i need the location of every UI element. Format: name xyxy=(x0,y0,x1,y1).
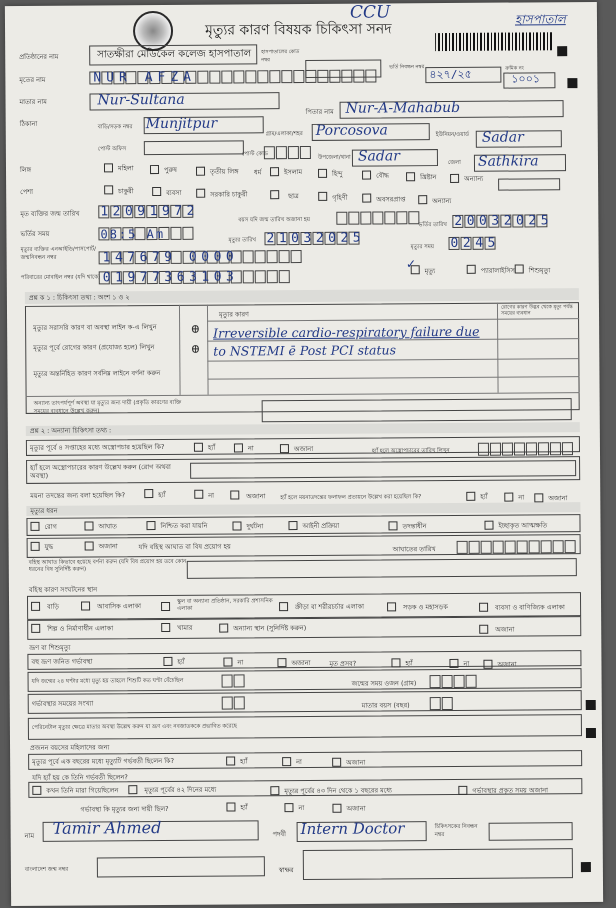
manner-unknown-label: অজানা xyxy=(98,542,118,551)
pregnancy-contributed-label: গর্ভাবস্থা কি মৃত্যুর জন্য দায়ী ছিল? xyxy=(80,804,169,814)
religion-christian-checkbox[interactable] xyxy=(406,172,415,181)
district-label: জেলা xyxy=(447,159,461,166)
occ-student-checkbox[interactable] xyxy=(270,190,279,199)
surgery-question: মৃত্যুর পূর্বে ৪ সপ্তাহের মধ্যে অস্ত্রোপচার হয়েছিল কি? xyxy=(29,442,165,452)
injury-date-label: আঘাতের তারিখ xyxy=(392,545,436,554)
part1-heading: প্রশ্ন ক ১ : চিকিৎসা তথ্য : অংশ ১ ও ২ xyxy=(28,293,130,302)
religion-other-checkbox[interactable] xyxy=(450,174,459,183)
autopsy-used-yes-label: হ্যাঁ xyxy=(480,492,488,501)
surgery-date-label: হ্যাঁ হলে অস্ত্রোপচারের তারিখ লিখুন xyxy=(371,447,450,455)
mother-name-value: Nur-Sultana xyxy=(97,91,185,109)
deceased-name-label: মৃতের নাম xyxy=(19,75,46,84)
cause-row-a-label: মৃত্যুর সরাসরি কারণ বা অবস্থা লাইন ক-এ লিখুন xyxy=(33,323,157,332)
handwritten-ccu: CCU xyxy=(349,2,391,23)
multiple-yes-label: হ্যাঁ xyxy=(177,657,185,666)
completed-weeks-label: গর্ভাবস্থার সময়ের সংখ্যা xyxy=(31,699,94,708)
designation-label: পদবী xyxy=(272,830,286,839)
post-office-field[interactable] xyxy=(144,140,244,155)
manner-pending-label: তদন্তাধীন xyxy=(402,522,427,531)
house-label: বাড়ি/সড়ক নম্বর xyxy=(97,124,133,131)
manner-heading: মৃত্যুর ধরন xyxy=(30,506,58,515)
bmdc-label: বাংলাদেশ জন্ম নম্বর xyxy=(24,866,69,873)
right-marker-1 xyxy=(567,78,577,88)
upazila-value: Sadar xyxy=(357,148,400,165)
register-label: ভর্তি নিবন্ধন নম্বর xyxy=(389,64,425,71)
place-other-label: অন্যান্য স্থান (সুনির্দিষ্ট করুন) xyxy=(233,623,307,633)
designation-value: Intern Doctor xyxy=(300,819,405,839)
stillbirth-no-label: না xyxy=(463,659,470,668)
maternal-heading: প্রজনন বয়সের মহিলাদের জন্য xyxy=(30,743,110,752)
manner-injury-checkbox[interactable] xyxy=(84,521,93,530)
doctor-name-value: Tamir Ahmed xyxy=(52,818,162,838)
surgery-yes-checkbox[interactable] xyxy=(194,443,203,452)
outcome-death-label: মৃত্যু xyxy=(424,267,436,276)
place-unknown-checkbox[interactable] xyxy=(479,625,488,634)
handwritten-corner-note: হাসপাতাল xyxy=(514,12,566,27)
autopsy-used-no-label: না xyxy=(518,493,525,502)
union-label: ইউনিয়ন/ওয়ার্ড xyxy=(435,131,470,139)
reg-number-field[interactable] xyxy=(489,822,573,841)
surgery-date-grid[interactable] xyxy=(478,442,574,456)
manner-accident-checkbox[interactable] xyxy=(232,521,241,530)
barcode xyxy=(435,32,553,51)
religion-label: ধর্ম xyxy=(254,168,262,177)
fetal-row-3 xyxy=(28,690,582,714)
nid-value: 147679 0000 xyxy=(102,249,239,266)
place-industrial-label: শিল্প ও নির্মাণাধীন এলাকা xyxy=(47,624,114,633)
part2-other-field[interactable] xyxy=(262,398,572,422)
outcome-paralysis-checkbox[interactable] xyxy=(467,265,476,274)
place-sports-checkbox[interactable] xyxy=(279,602,288,611)
sign-field[interactable] xyxy=(303,848,573,880)
surgery-unknown-checkbox[interactable] xyxy=(280,444,289,453)
occ-govt-label: সরকারি চাকুরী xyxy=(210,190,248,199)
autopsy-no-label: না xyxy=(208,491,215,500)
cause-line-2: to NSTEMI ē Post PCI status xyxy=(213,342,397,359)
manner-disease-checkbox[interactable] xyxy=(30,522,39,531)
death-date-value: 21032025 xyxy=(266,230,366,247)
occ-student-label: ছাত্র xyxy=(288,192,299,201)
multiple-unknown-checkbox[interactable] xyxy=(277,658,286,667)
religion-islam-checkbox[interactable] xyxy=(270,167,279,176)
occupation-label: পেশা xyxy=(20,187,33,196)
union-value: Sadar xyxy=(481,129,524,146)
manner-injury-label: আঘাত xyxy=(98,522,117,531)
reg-number-label: চিকিৎসকের নিবন্ধন নম্বর xyxy=(434,823,478,839)
manner-selfharm-checkbox[interactable] xyxy=(484,521,493,530)
post-office-label: পোস্ট অফিস xyxy=(97,146,127,153)
place-school-label: স্কুল বা অন্যান্য প্রতিষ্ঠান, সরকারি প্রশাসনিক এলাকা xyxy=(177,598,273,612)
village-label: গ্রাম/এলাকা/শহর xyxy=(265,131,303,138)
stillbirth-no-checkbox[interactable] xyxy=(449,659,458,668)
manner-legal-checkbox[interactable] xyxy=(288,521,297,530)
manner-legal-label: আইনী প্রক্রিয়া xyxy=(302,521,340,531)
sex-female-checkbox[interactable] xyxy=(104,163,113,172)
manner-unknown-checkbox[interactable] xyxy=(85,541,94,550)
autopsy-used-unknown-checkbox[interactable] xyxy=(534,493,543,502)
religion-buddhist-label: বৌদ্ধ xyxy=(376,171,389,180)
place-residential-checkbox[interactable] xyxy=(81,601,90,610)
contributed-no-label: না xyxy=(298,804,305,813)
maternal-1year-label: মৃত্যুর পূর্বের ৪৩ দিন থেকে ১ বছরের মধ্যে xyxy=(284,786,392,796)
manner-accident-label: দুর্ঘটনা xyxy=(246,522,264,531)
father-name-value: Nur-A-Mahabub xyxy=(345,99,461,117)
multiple-yes-checkbox[interactable] xyxy=(163,657,172,666)
surgery-no-checkbox[interactable] xyxy=(234,443,243,452)
place-farm-checkbox[interactable] xyxy=(161,623,170,632)
stillbirth-unknown-checkbox[interactable] xyxy=(483,660,492,669)
corner-marker xyxy=(557,46,567,56)
cause-col-header: মৃত্যুর কারণ xyxy=(218,310,250,319)
maternal-unknown-label: গর্ভাবস্থার প্রকৃত সময় অজানা xyxy=(472,786,549,795)
phone-label: পরিবারের মোবাইল নম্বর (যদি থাকে) xyxy=(20,274,101,281)
hospital-code-label: হাসপাতালের কোড নম্বর xyxy=(261,49,300,64)
injury-date-grid[interactable] xyxy=(457,540,577,554)
hospital-name-value: সাতক্ষীরা মেডিকেল কলেজ হাসপাতাল xyxy=(97,48,252,61)
when-pregnant-label: যদি হ্যাঁ হয় কে তিনি গর্ভবতী ছিলেন? xyxy=(32,773,128,782)
sex-male-label: পুরুষ xyxy=(163,165,178,174)
manner-selfharm-label: ইচ্ছাকৃত আত্মক্ষতি xyxy=(498,521,548,530)
completed-weeks-grid[interactable] xyxy=(222,696,246,709)
stillbirth-label: মৃত প্রসব? xyxy=(329,659,357,668)
age-label: বয়স যদি জন্ম তারিখ অজানা হয় xyxy=(238,216,310,224)
place-home-label: বাড়ি xyxy=(47,602,60,611)
part2-other-label: অন্যান্য তাৎপর্যপূর্ণ অবস্থা যা মৃত্যুর জন্য দায়ী (প্রকৃতি কারণের ব্যক্তি সময়ের ব্যবধানে উল্লেখ করুন) xyxy=(33,399,182,415)
surgery-reason-field[interactable] xyxy=(190,460,576,479)
admit-date-value: 20032025 xyxy=(454,213,554,229)
manner-pending-checkbox[interactable] xyxy=(388,521,397,530)
phone-value: 01977363103 xyxy=(102,269,239,286)
surgery-unknown-label: অজানা xyxy=(293,444,314,454)
pregnant-question: মৃত্যুর পূর্বে এক বছরের মধ্যে মৃত্যুটি গর্ভবতী ছিলেন কি? xyxy=(32,756,175,766)
outcome-death-tick: ✓ xyxy=(406,256,416,273)
admit-time-value: 08:5 Am xyxy=(100,226,166,242)
maternal-1year-checkbox[interactable] xyxy=(270,786,279,795)
birth-weight-grid[interactable] xyxy=(430,675,478,688)
place-road-label: সড়ক ও মহাসড়ক xyxy=(403,602,448,612)
occ-retired-label: অবসরপ্রাপ্ত xyxy=(376,195,406,204)
postcode-grid[interactable] xyxy=(264,146,312,159)
perinatal-label: পেরিনেটাল মৃত্যুর ক্ষেত্রে মাতার অবস্থা উল্লেখ করুন যা ভ্রূণ এবং নবজাতককে প্রভাবিত করেছে xyxy=(31,723,237,731)
occ-business-label: ব্যবসা xyxy=(166,188,182,197)
outcome-infant-label: শিশুমৃত্যু xyxy=(528,266,551,275)
pregnant-no-label: না xyxy=(296,758,302,767)
place-residential-label: আবাসিক এলাকা xyxy=(97,602,142,611)
place-farm-label: খামার xyxy=(177,623,193,632)
poison-question: যদি বহিস্থ আঘাত বা বিষ প্রয়োগ হয় xyxy=(138,542,231,552)
maternal-unknown-checkbox[interactable] xyxy=(458,786,467,795)
occ-other-checkbox[interactable] xyxy=(418,195,427,204)
place-unknown-label: অজানা xyxy=(495,625,515,634)
external-description-label: বহিস্থ আঘাত কিভাবে হয়েছে বর্ণনা করুন (যদি বিষ প্রয়োগ হয় তবে কোন ধরনের বিষ সুনির্দিষ্ট করুন) xyxy=(28,558,187,573)
external-description-field[interactable] xyxy=(187,558,577,579)
occ-service-label: চাকুরী xyxy=(118,187,134,196)
manner-disease-label: রোগ xyxy=(44,522,57,531)
place-home-checkbox[interactable] xyxy=(31,602,40,611)
serial-value: ১০০১ xyxy=(511,72,541,86)
outcome-paralysis-label: প্যারালাইসিস xyxy=(480,266,515,275)
autopsy-unknown-checkbox[interactable] xyxy=(230,490,239,499)
maternal-at-death-checkbox[interactable] xyxy=(32,786,41,795)
occ-business-checkbox[interactable] xyxy=(152,187,161,196)
multiple-no-label: না xyxy=(237,658,244,667)
register-value: ৪২৭/২৫ xyxy=(429,67,472,82)
cause-row-c-label: মৃত্যুর অন্তর্নিহিত কারণ সর্বনিম্ন লাইনে বর্ণনা করুন xyxy=(33,369,161,378)
autopsy-used-yes-checkbox[interactable] xyxy=(466,492,475,501)
mother-name-label: মাতার নাম xyxy=(19,97,47,106)
deceased-name-value: NUR AFZA xyxy=(93,69,197,86)
death-time-value: 0245 xyxy=(450,235,500,251)
cause-line-1: Irreversible cardio-respiratory failure due xyxy=(213,323,480,341)
upazila-label: উপজেলা/থানা xyxy=(317,154,351,161)
pregnant-unknown-label: অজানা xyxy=(346,758,366,767)
page-title: মৃত্যুর কারণ বিষয়ক চিকিৎসা সনদ xyxy=(204,21,392,39)
bmdc-field[interactable] xyxy=(97,856,265,877)
religion-buddhist-checkbox[interactable] xyxy=(362,171,371,180)
sex-third-checkbox[interactable] xyxy=(196,167,205,176)
autopsy-no-checkbox[interactable] xyxy=(194,490,203,499)
place-business-label: ব্যবসা ও বাণিজ্যিক এলাকা xyxy=(495,603,565,612)
manner-war-label: যুদ্ধ xyxy=(44,542,54,551)
occ-other-label: অন্যান্য xyxy=(432,196,452,206)
surgery-no-label: না xyxy=(247,444,254,453)
outcome-infant-checkbox[interactable] xyxy=(515,264,524,273)
pregnant-no-checkbox[interactable] xyxy=(282,757,291,766)
stillbirth-yes-checkbox[interactable] xyxy=(391,658,400,667)
contributed-unknown-checkbox[interactable] xyxy=(332,804,341,813)
manner-war-checkbox[interactable] xyxy=(31,542,40,551)
house-value: Munjitpur xyxy=(145,115,218,133)
mother-age-grid[interactable] xyxy=(430,697,454,710)
dob-value: 12091972 xyxy=(100,203,199,220)
sex-male-checkbox[interactable] xyxy=(150,165,159,174)
stillbirth-unknown-label: অজানা xyxy=(497,660,517,669)
place-business-checkbox[interactable] xyxy=(479,603,488,612)
postcode-label: পোস্ট কোড xyxy=(241,151,268,158)
contributed-yes-label: হ্যাঁ xyxy=(240,803,248,812)
dob-label: মৃত ব্যক্তির জন্ম তারিখ xyxy=(20,209,80,218)
contributed-yes-checkbox[interactable] xyxy=(226,802,235,811)
place-road-checkbox[interactable] xyxy=(387,602,396,611)
autopsy-used-question: হ্যাঁ হলে ময়নাতদন্তের ফলাফল প্রত্যয়নে উল্লেখ করা হয়েছিল কি? xyxy=(280,494,422,502)
place-other-checkbox[interactable] xyxy=(219,624,228,633)
cause-row-b-label: মৃত্যুর পূর্বে রোগের কারণ (প্রযোজ্য হলে) লিখুন xyxy=(33,343,155,352)
right-marker-3 xyxy=(586,728,596,738)
pregnant-yes-checkbox[interactable] xyxy=(226,756,235,765)
autopsy-yes-checkbox[interactable] xyxy=(144,489,153,498)
father-name-label: পিতার নাম xyxy=(305,107,334,116)
hours-survived-label: যদি জন্মের ২৪ ঘণ্টার মধ্যে মৃত্যু হয় তাহলে শিশুটি কত ঘণ্টা বেঁচেছিল xyxy=(31,677,184,685)
sex-third-label: তৃতীয় লিঙ্গ xyxy=(209,167,239,176)
sex-label: লিঙ্গ xyxy=(19,165,32,174)
multiple-no-checkbox[interactable] xyxy=(223,658,232,667)
occ-housewife-label: গৃহিণী xyxy=(332,193,348,202)
death-time-label: মৃত্যুর সময় xyxy=(410,244,435,251)
right-marker-2 xyxy=(586,700,596,710)
maternal-42days-label: মৃত্যুর পূর্বের ৪২ দিনের মধ্যে xyxy=(144,785,217,795)
religion-hindu-label: হিন্দু xyxy=(332,169,343,178)
manner-undetermined-label: নিশ্চিত করা যায়নি xyxy=(160,521,208,531)
serial-label: ক্রমিক নং xyxy=(505,65,524,72)
row-letter-b: ꚛ xyxy=(191,340,200,357)
surgery-reason-label: হ্যাঁ হলে অস্ত্রোপচারের কারণ উল্লেখ করুন (রোগ অথবা অবস্থা) xyxy=(30,462,171,480)
birth-weight-label: জন্মের সময় ওজন (গ্রাম) xyxy=(351,679,417,688)
place-heading: বহিস্থ কারণ সংঘটনের স্থান xyxy=(28,585,98,594)
pregnant-yes-label: হ্যাঁ xyxy=(240,757,248,766)
place-sports-label: ক্রীড়া বা শরীরচর্চার এলাকা xyxy=(295,602,365,612)
maternal-at-death-label: কখন তিনি মারা গিয়েছিলেন xyxy=(46,786,119,795)
right-marker-4 xyxy=(581,862,591,872)
sex-female-label: মহিলা xyxy=(117,164,134,173)
manner-undetermined-checkbox[interactable] xyxy=(146,521,155,530)
admit-time-label: ভর্তির সময় xyxy=(20,229,50,238)
autopsy-used-unknown-label: অজানা xyxy=(548,494,568,503)
place-industrial-checkbox[interactable] xyxy=(31,624,40,633)
religion-other-field[interactable] xyxy=(498,178,560,190)
autopsy-question: ময়না তদন্তের জন্য বলা হয়েছিল কি? xyxy=(30,491,126,500)
multiple-pregnancy-label: বহু ভ্রূণ জনিত গর্ভাবস্থা xyxy=(31,657,93,666)
nid-label: মৃত্যুর ব্যক্তির এনআইডি/পাসপোর্ট/ জন্মনিবন্ধন নম্বর xyxy=(20,246,97,261)
contributed-no-checkbox[interactable] xyxy=(284,803,293,812)
admit-date-label: ভর্তির তারিখ xyxy=(418,221,447,229)
village-value: Porcosova xyxy=(315,122,388,139)
district-value: Sathkira xyxy=(477,153,539,170)
autopsy-used-no-checkbox[interactable] xyxy=(504,493,513,502)
interval-col-header: রোগের কারণ উদ্ভব থেকে মৃত্যু পর্যন্ত সময়ের ব্যবধান xyxy=(500,304,573,317)
multiple-unknown-label: অজানা xyxy=(291,658,311,668)
autopsy-yes-label: হ্যাঁ xyxy=(158,490,166,500)
religion-christian-label: খ্রিষ্টান xyxy=(420,173,437,182)
stillbirth-yes-label: হ্যাঁ xyxy=(405,659,413,668)
religion-other-label: অন্যান্য xyxy=(464,174,484,183)
age-grid[interactable] xyxy=(336,211,420,225)
mother-age-label: মাতার বয়স (বছর) xyxy=(361,701,410,710)
row-letter-a: ꚛ xyxy=(191,320,200,337)
autopsy-unknown-label: অজানা xyxy=(246,492,266,501)
contributed-unknown-label: অজানা xyxy=(346,804,366,813)
hours-grid[interactable] xyxy=(222,674,246,687)
certificate-sheet xyxy=(5,2,603,906)
occ-housewife-checkbox[interactable] xyxy=(318,192,327,201)
maternal-42days-checkbox[interactable] xyxy=(128,785,137,794)
hospital-label: প্রতিষ্ঠানের নাম xyxy=(19,52,59,61)
occ-retired-checkbox[interactable] xyxy=(362,194,371,203)
surgery-yes-label: হ্যাঁ xyxy=(207,443,216,452)
part2-heading: প্রশ্ন ২ : অন্যান্য চিকিৎসা তথ্য : xyxy=(29,426,112,435)
sign-label: স্বাক্ষর xyxy=(278,866,294,875)
religion-islam-label: ইসলাম xyxy=(284,168,303,177)
religion-hindu-checkbox[interactable] xyxy=(318,169,327,178)
pregnant-unknown-checkbox[interactable] xyxy=(332,758,341,767)
address-label: ঠিকানা xyxy=(19,119,38,128)
fetal-heading: ভ্রূণ বা শিশুমৃত্যু xyxy=(29,643,71,652)
place-school-checkbox[interactable] xyxy=(161,602,170,611)
doctor-name-label: নাম xyxy=(24,831,35,840)
occ-govt-checkbox[interactable] xyxy=(196,189,205,198)
occ-service-checkbox[interactable] xyxy=(104,185,113,194)
death-date-label: মৃত্যুর তারিখ xyxy=(228,237,257,244)
